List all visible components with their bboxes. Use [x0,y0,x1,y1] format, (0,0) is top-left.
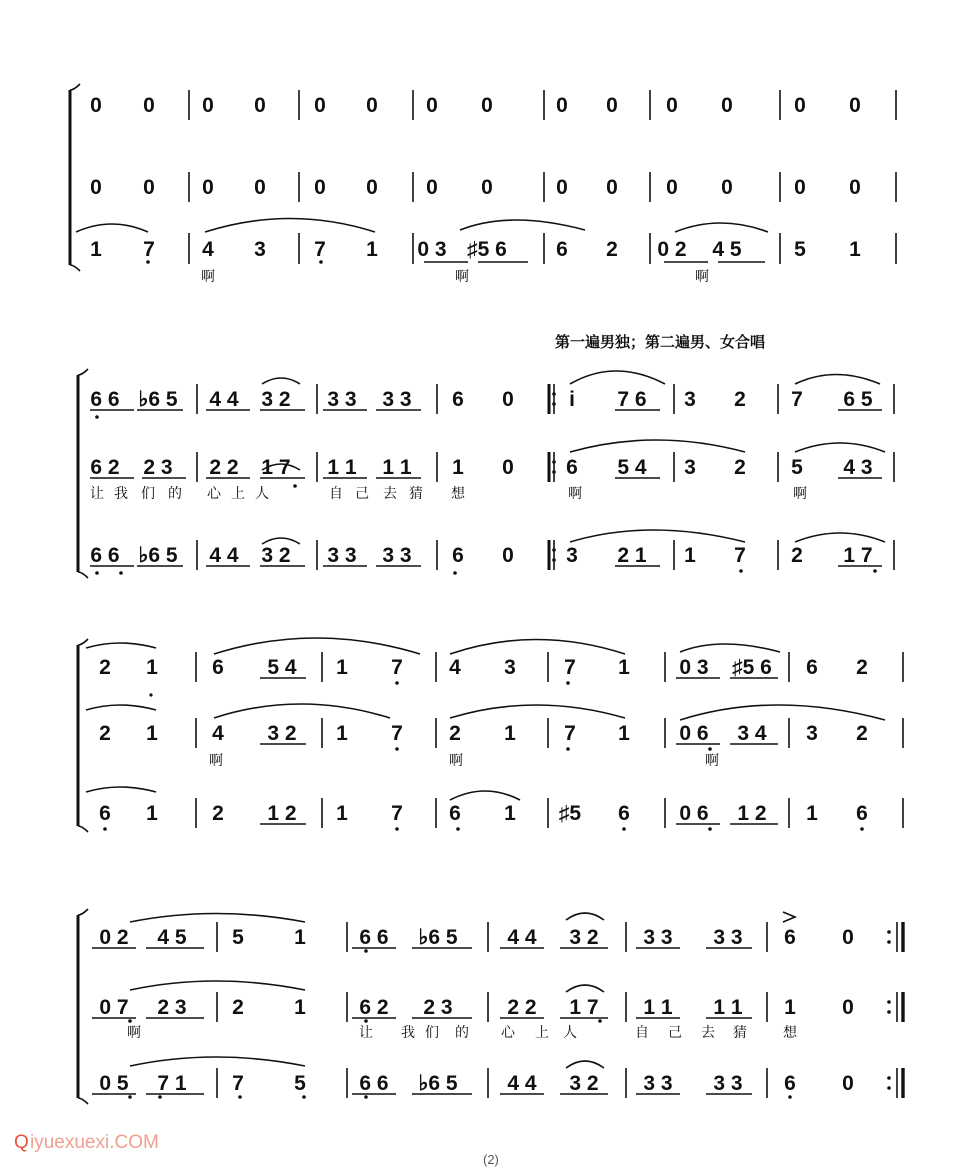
system-1-part-3-note: 7 [143,238,155,261]
system-2-part-3-note: 3 3 [327,544,357,567]
system-1-part-3-note: 1 [366,238,378,261]
system-2-part-3-note: 6 6 [90,544,120,567]
system-2-part-3-note: 1 [684,544,696,567]
system-2-part-3-note: 0 [502,544,514,567]
system-2-part-1-note: ♭6 5 [138,388,178,411]
lyric-word: 的 [455,1025,469,1041]
system-4-part-1-note: 3 3 [643,926,673,949]
system-1-part-1-note: 0 [314,94,326,117]
system-2-part-2-note: 3 [684,456,696,479]
system-2-part-2-note: 5 [791,456,803,479]
system-3-part-2-note: 0 6 [679,722,709,745]
system-3-part-2-note: 3 2 [267,722,297,745]
system-4-part-1-note: 4 5 [157,926,187,949]
system-3-part-3-note: 1 [504,802,516,825]
system-4-part-3-note: ♭6 5 [418,1072,458,1095]
system-3-part-1-note: 7 [564,656,576,679]
system-2-part-1-note: 7 [791,388,803,411]
system-4-part-1-note: 6 6 [359,926,389,949]
system-4-part-3-note: 7 1 [157,1072,187,1095]
system-4-part-3-note: 5 [294,1072,306,1095]
system-4-part-2-note: 0 [842,996,854,1019]
system-3-part-3-note: 1 [146,802,158,825]
system-4-part-3-note: 7 [232,1072,244,1095]
system-4-part-3-note: 6 6 [359,1072,389,1095]
system-2-part-1-note: 0 [502,388,514,411]
system-3-part-2-note: 3 [806,722,818,745]
lyric-word: 猜 [409,486,423,502]
system-1-part-2-note: 0 [556,176,568,199]
system-2-part-3-note: 4 4 [209,544,239,567]
system-2-part-2-note: 1 1 [327,456,357,479]
system-2-part-1-note: 3 3 [327,388,357,411]
note-layer [90,94,873,1095]
lyric-word: 们 [141,486,155,502]
system-3-part-2-note: 2 [449,722,461,745]
lyric-word: 己 [668,1025,682,1041]
system-3-part-2-note: 3 4 [737,722,767,745]
system-4-part-1-note: 0 [842,926,854,949]
system-2-part-1-note: i [569,388,575,411]
system-2-barlines [197,384,894,570]
system-4-part-1-note: 0 2 [99,926,129,949]
system-3-part-2-note: 7 [391,722,403,745]
system-2-part-2-note: 6 2 [90,456,120,479]
lyric-word: 让 [359,1025,373,1041]
system-1-part-2-note: 0 [794,176,806,199]
system-3-part-3-note: 1 2 [267,802,297,825]
system-1-part-2-note: 0 [426,176,438,199]
system-1-part-3-note: 4 [202,238,214,261]
system-3-part-2-note: 1 [504,722,516,745]
system-3-part-1-note: 1 [336,656,348,679]
system-2-part-2-note: 5 4 [617,456,647,479]
system-1-part-2-note: 0 [481,176,493,199]
lyric-word: 猜 [733,1025,747,1041]
system-2-part-2-note: 2 [734,456,746,479]
lyric-a: 啊 [209,753,223,769]
system-4-part-3-note: 3 2 [569,1072,599,1095]
system-1-part-2-note: 0 [606,176,618,199]
system-3-part-1-note: 4 [449,656,461,679]
system-1-part-1-note: 0 [849,94,861,117]
lyric-a: 啊 [449,753,463,769]
system-4-part-2-note: 2 3 [157,996,187,1019]
system-3-part-3-note: 6 [856,802,868,825]
system-1-part-1-note: 0 [721,94,733,117]
system-2-part-3-note: 6 [452,544,464,567]
system-3-part-3-note: 2 [212,802,224,825]
system-2-part-1-note: 4 4 [209,388,239,411]
system-3-part-2-note: 2 [99,722,111,745]
system-4-part-2-note: 2 [232,996,244,1019]
lyric-word: 去 [701,1025,715,1041]
system-3-part-2-note: 1 [336,722,348,745]
system-1-dots [146,260,323,264]
system-3-part-1-note: 7 [391,656,403,679]
lyric-a: 啊 [127,1025,141,1041]
system-3-part-1-note: 1 [146,656,158,679]
system-2-part-3-note: 2 [791,544,803,567]
system-2-part-2-note: 0 [502,456,514,479]
system-4-part-1-note: 3 2 [569,926,599,949]
system-1-part-3-note: 1 [849,238,861,261]
system-1-part-3-note: 3 [254,238,266,261]
system-4-part-2-note: 1 7 [569,996,599,1019]
system-1-part-1-note: 0 [143,94,155,117]
lyric-a: 啊 [793,486,807,502]
system-3-part-1-note: 6 [806,656,818,679]
system-4-part-2-note: 6 2 [359,996,389,1019]
system-2-part-1-note: 3 2 [261,388,291,411]
system-3-part-3-note: 7 [391,802,403,825]
lyric-word: 的 [168,486,182,502]
system-3-part-3-note: 6 [618,802,630,825]
lyric-word: 想 [783,1025,797,1041]
system-1-part-2-note: 0 [143,176,155,199]
system-3-part-1-note: 2 [856,656,868,679]
system-2-part-3-note: 3 [566,544,578,567]
system-3-part-2-note: 2 [856,722,868,745]
lyric-word: 人 [563,1025,577,1041]
system-3-part-2-note: 1 [146,722,158,745]
lyric-word: 自 [329,486,343,502]
system-3-part-3-note: 6 [449,802,461,825]
page-number: (2) [483,1152,499,1167]
system-1-part-1-note: 0 [794,94,806,117]
system-4-part-2-note: 1 1 [713,996,743,1019]
system-2-part-2-note: 2 3 [143,456,173,479]
system-1-part-2-note: 0 [254,176,266,199]
system-4-part-1-note: 4 4 [507,926,537,949]
system-4-part-1-note: 6 [784,926,796,949]
system-4-part-2-note: 1 [294,996,306,1019]
system-3-part-1-note: ♯5 6 [732,656,772,679]
system-1-part-2-note: 0 [849,176,861,199]
system-2-part-3-note: 3 2 [261,544,291,567]
lyric-a: 啊 [455,269,469,285]
system-1-part-3-note: 7 [314,238,326,261]
system-4-part-2-note: 2 3 [423,996,453,1019]
system-1-part-2-note: 0 [366,176,378,199]
system-3-part-1-note: 1 [618,656,630,679]
lyric-word: 去 [383,486,397,502]
system-3-part-1-note: 5 4 [267,656,297,679]
system-3-part-2-note: 1 [618,722,630,745]
lyric-word: 己 [355,486,369,502]
system-4-part-2-note: 1 [784,996,796,1019]
system-2-part-1-note: 6 5 [843,388,873,411]
system-2-part-1-note: 6 6 [90,388,120,411]
system-1-part-1-note: 0 [556,94,568,117]
lyric-word: 上 [231,486,245,502]
lyric-word: 想 [451,486,465,502]
system-4-part-3-note: 6 [784,1072,796,1095]
system-1-part-2-note: 0 [666,176,678,199]
system-1-part-2-note: 0 [721,176,733,199]
system-4-part-2-note: 2 2 [507,996,537,1019]
lyric-word: 们 [425,1025,439,1041]
performance-heading: 第一遍男独；第二遍男、女合唱 [555,333,766,351]
system-4-part-1-note: 3 3 [713,926,743,949]
system-3-part-1-note: 0 3 [679,656,709,679]
system-2-part-3-note: 1 7 [843,544,873,567]
system-1-part-1-note: 0 [366,94,378,117]
system-3-part-3-note: ♯5 [558,802,582,825]
lyric-word: 自 [635,1025,649,1041]
system-3-part-1-note: 2 [99,656,111,679]
system-1-part-3-note: 0 2 [657,238,687,261]
system-3-part-3-note: 6 [99,802,111,825]
system-1-part-1-note: 0 [202,94,214,117]
watermark-q: Q [14,1132,29,1153]
system-2-part-1-note: 3 [684,388,696,411]
system-1-part-3-note: 0 3 [417,238,447,261]
system-4-part-1-note: ♭6 5 [418,926,458,949]
system-2-part-3-note: 3 3 [382,544,412,567]
system-4-part-2-note: 1 1 [643,996,673,1019]
system-1-part-2-note: 0 [314,176,326,199]
system-1-part-3-note: ♯5 6 [467,238,507,261]
system-1-part-1-note: 0 [666,94,678,117]
lyric-a: 啊 [201,269,215,285]
system-2-part-2-note: 6 [566,456,578,479]
watermark-text: iyuexuexi.COM [30,1132,159,1153]
system-2-part-2-note: 1 [452,456,464,479]
system-1-barlines [189,90,896,264]
system-3-part-3-note: 1 [806,802,818,825]
system-3-part-1-note: 6 [212,656,224,679]
lyric-word: 心 [207,486,221,502]
system-2-part-2-note: 1 1 [382,456,412,479]
system-2-part-1-note: 7 6 [617,388,647,411]
lyric-a: 啊 [705,753,719,769]
lyric-word: 我 [401,1025,415,1041]
system-2-part-3-note: 2 1 [617,544,647,567]
system-1-part-2-note: 0 [90,176,102,199]
lyric-word: 我 [114,486,128,502]
system-2-part-3-note: ♭6 5 [138,544,178,567]
system-1-part-1-note: 0 [606,94,618,117]
system-4-part-3-note: 3 3 [713,1072,743,1095]
system-1-part-3-note: 4 5 [712,238,742,261]
lyric-word: 人 [255,486,269,502]
system-2-part-3-note: 7 [734,544,746,567]
system-3-part-1-note: 3 [504,656,516,679]
lyric-word: 上 [535,1025,549,1041]
system-2-part-2-note: 2 2 [209,456,239,479]
system-4-part-1-note: 5 [232,926,244,949]
lyric-word: 让 [90,486,104,502]
system-3-part-3-note: 1 [336,802,348,825]
system-1-part-1-note: 0 [254,94,266,117]
system-4-part-3-note: 3 3 [643,1072,673,1095]
system-4-part-3-note: 0 5 [99,1072,129,1095]
system-3-part-2-note: 4 [212,722,224,745]
system-2 [78,369,885,578]
system-4-part-3-note: 0 [842,1072,854,1095]
system-4-part-3-note: 4 4 [507,1072,537,1095]
system-2-part-2-note: 4 3 [843,456,873,479]
system-1-part-1-note: 0 [481,94,493,117]
system-1-part-3-note: 1 [90,238,102,261]
system-1-part-3-note: 2 [606,238,618,261]
system-4-part-1-note: 1 [294,926,306,949]
system-3-part-2-note: 7 [564,722,576,745]
system-3-part-3-note: 0 6 [679,802,709,825]
system-1-part-1-note: 0 [90,94,102,117]
lyric-word: 心 [501,1025,515,1041]
system-1-part-2-note: 0 [202,176,214,199]
system-1-part-1-note: 0 [426,94,438,117]
system-4-part-2-note: 0 7 [99,996,129,1019]
system-2-part-2-note: 1 7 [261,456,291,479]
system-2-part-1-note: 3 3 [382,388,412,411]
system-1-part-3-note: 6 [556,238,568,261]
system-3-part-3-note: 1 2 [737,802,767,825]
lyric-a: 啊 [695,269,709,285]
system-2-part-1-note: 2 [734,388,746,411]
system-2-part-1-note: 6 [452,388,464,411]
lyric-a: 啊 [568,486,582,502]
system-1-part-3-note: 5 [794,238,806,261]
